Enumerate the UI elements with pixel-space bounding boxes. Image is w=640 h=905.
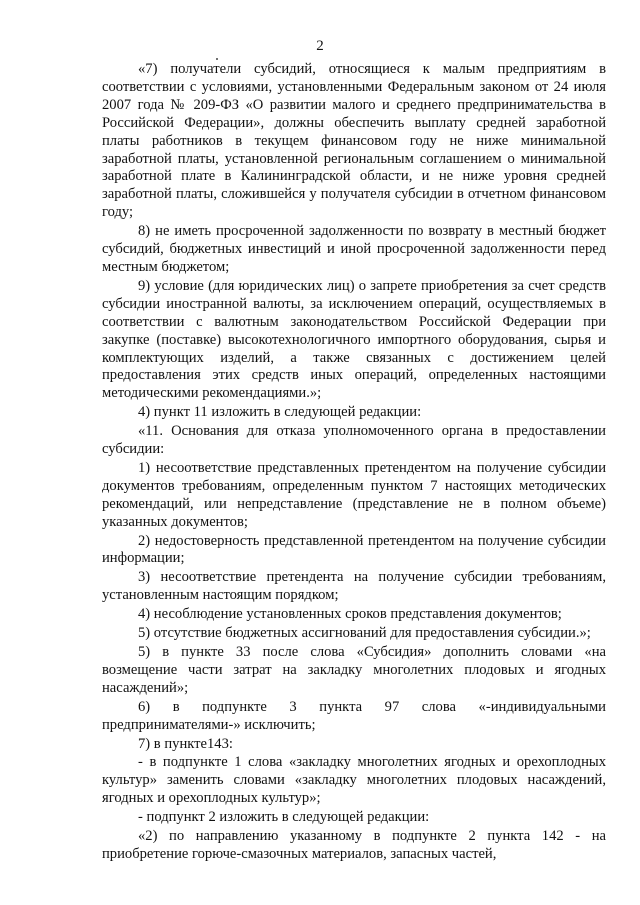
document-body (102, 61, 606, 864)
paragraph-subclause-2-text: «2) по направлению указанному в подпункте 2 пункта 142 - на приобретение горюче-смазочных материалов, запасных частей, (102, 828, 606, 862)
paragraph-ground-3: 3) несоответствие претендента на получение субсидии требованиям, установленным настоящим порядком; (102, 569, 606, 604)
paragraph-amend-4: 4) пункт 11 изложить в следующей редакции: (138, 404, 422, 421)
paragraph-ground-1: 1) несоответствие представленных претендентом на получение субсидии документов требованиям, определенным пунктом 7 настоящих методических рекомендаций, или непредставление (представление не в полном объеме) указанных документов; (102, 459, 606, 530)
paragraph-ground-5: 5) отсутствие бюджетных ассигнований для предоставления субсидии.»; (138, 625, 591, 642)
paragraph-clause-11: «11. Основания для отказа уполномоченного органа в предоставлении субсидии: (102, 423, 606, 458)
paragraph-item-9: 9) условие (для юридических лиц) о запрете приобретения за счет средств субсидии иностранной валюты, за исключением операций, осуществляемых в соответствии с валютным законодательством Российской Федерации при закупке (поставке) высокотехнологичного импортного оборудования, сырья и комплектующих изделий, а также связанных с достижением целей предоставления этих средств иных операций, определенных настоящими методическими рекомендациями.»; (102, 277, 606, 402)
paragraph-subclause-1: - в подпункте 1 слова «закладку многолетних ягодных и орехоплодных культур» заменить словами «закладку многолетних плодовых насаждений, ягодных и орехоплодных культур»; (102, 754, 606, 807)
paragraph-amend-5: 5) в пункте 33 после слова «Субсидия» дополнить словами «на возмещение части затрат на закладку многолетних плодовых и ягодных насаждений»; (102, 644, 606, 696)
paragraph-ground-2: 2) недостоверность представленной претендентом на получение субсидии информации; (102, 532, 606, 567)
paragraph-amend-6: 6) в подпункте 3 пункта 97 слова «-индивидуальными предпринимателями-» исключить; (102, 698, 606, 733)
page-number: 2 (316, 38, 324, 54)
paragraph-amend-7: 7) в пункте143: (138, 735, 233, 752)
scan-speck (216, 58, 218, 60)
paragraph-item-8: 8) не иметь просроченной задолженности по возврату в местный бюджет субсидий, бюджетных инвестиций и иной просроченной задолженности перед местным бюджетом; (102, 223, 606, 275)
paragraph-subclause-2: - подпункт 2 изложить в следующей редакции: (138, 809, 430, 826)
paragraph-item-7: «7) получатели субсидий, относящиеся к малым предприятиям в соответствии с условиями, установленными Федеральным законом от 24 июля 2007 года № 209-ФЗ «О развитии малого и среднего предпринимательства в Российской Федерации», должны обеспечить выплату средней заработной платы работников в текущем финансовом году не ниже минимальной заработной платы, установленной региональным соглашением о минимальной заработной плате в Калининградской области, и не ниже уровня средней заработной платы, сложившейся у получателя субсидии в отчетном финансовом году; (102, 61, 606, 221)
paragraph-ground-4: 4) несоблюдение установленных сроков представления документов; (138, 606, 562, 623)
